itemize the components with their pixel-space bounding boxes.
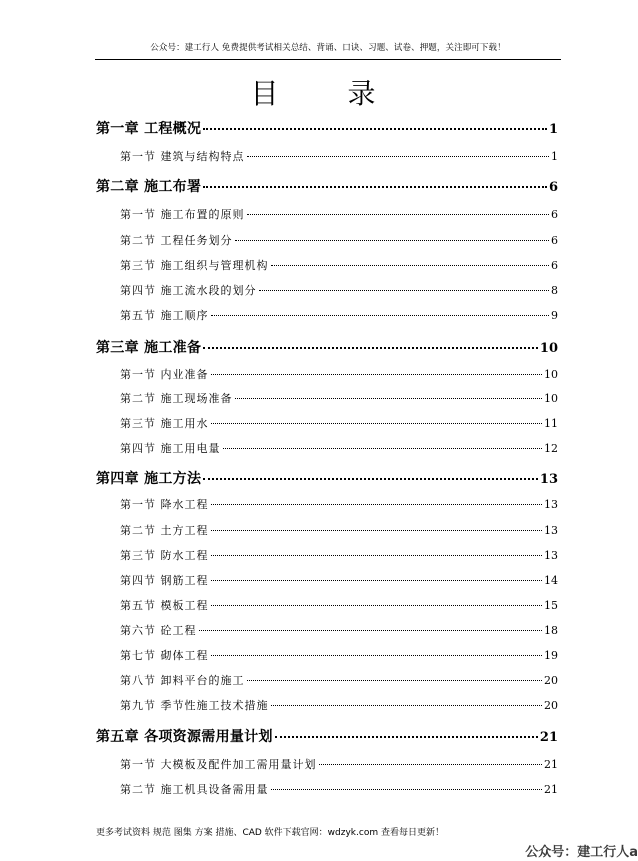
toc-entry-label: 第三章 施工准备	[96, 340, 202, 356]
toc-section-entry[interactable]	[120, 572, 558, 588]
toc-entry-label: 第五节 模板工程	[120, 599, 209, 612]
toc-chapter-entry[interactable]	[96, 337, 558, 357]
toc-section-entry[interactable]	[120, 697, 558, 713]
toc-entry-label: 第九节 季节性施工技术措施	[120, 699, 269, 712]
toc-chapter-entry[interactable]	[96, 118, 558, 138]
dot-leader	[203, 478, 538, 480]
toc-page-number: 6	[551, 208, 558, 221]
toc-section-entry[interactable]	[120, 647, 558, 663]
toc-page-number: 9	[551, 309, 558, 322]
toc-page-number: 13	[544, 498, 558, 511]
dot-leader	[271, 705, 543, 706]
toc-page-number: 6	[548, 180, 558, 195]
toc-entry-label: 第一节 建筑与结构特点	[120, 150, 245, 163]
toc-page-number: 11	[544, 417, 558, 430]
toc-page-number: 20	[544, 674, 558, 687]
dot-leader	[211, 374, 543, 375]
toc-entry-label: 第二节 工程任务划分	[120, 234, 233, 247]
toc-section-entry[interactable]	[120, 206, 558, 222]
toc-section-entry[interactable]	[120, 756, 558, 772]
dot-leader	[211, 315, 550, 316]
toc-entry-label: 第五节 施工顺序	[120, 309, 209, 322]
dot-leader	[211, 423, 543, 424]
toc-section-entry[interactable]	[120, 597, 558, 613]
toc-section-entry[interactable]	[120, 440, 558, 456]
toc-chapter-entry[interactable]	[96, 726, 558, 746]
toc-page-number: 10	[544, 368, 558, 381]
toc-entry-label: 第三节 施工组织与管理机构	[120, 259, 269, 272]
toc-section-entry[interactable]	[120, 672, 558, 688]
toc-page-number: 19	[544, 649, 558, 662]
toc-entry-label: 第一节 大模板及配件加工需用量计划	[120, 758, 317, 771]
dot-leader	[271, 265, 550, 266]
dot-leader	[259, 290, 550, 291]
dot-leader	[211, 580, 543, 581]
dot-leader	[211, 504, 543, 505]
toc-chapter-entry[interactable]	[96, 176, 558, 196]
toc-page-number: 13	[539, 472, 558, 487]
toc-section-entry[interactable]	[120, 366, 558, 382]
toc-page-number: 14	[544, 574, 558, 587]
toc-page-number: 10	[539, 341, 558, 356]
page-header-text: 公众号：建工行人 免费提供考试相关总结、背诵、口诀、习题、试卷、押题，关注即可下载！	[150, 43, 506, 53]
toc-section-entry[interactable]	[120, 522, 558, 538]
toc-page-number: 21	[539, 730, 558, 745]
toc-entry-label: 第二节 施工现场准备	[120, 392, 233, 405]
toc-page-number: 10	[544, 392, 558, 405]
toc-page-number: 15	[544, 599, 558, 612]
dot-leader	[203, 186, 547, 188]
dot-leader	[211, 555, 543, 556]
page-title: 目 录	[250, 77, 406, 110]
watermark-text: 公众号：建工行人a	[525, 845, 638, 860]
dot-leader	[235, 398, 543, 399]
toc-entry-label: 第七节 砌体工程	[120, 649, 209, 662]
toc-section-entry[interactable]	[120, 307, 558, 323]
toc-section-entry[interactable]	[120, 415, 558, 431]
toc-entry-label: 第四节 施工流水段的划分	[120, 284, 257, 297]
dot-leader	[247, 680, 543, 681]
toc-entry-label: 第八节 卸料平台的施工	[120, 674, 245, 687]
dot-leader	[211, 655, 543, 656]
toc-entry-label: 第一节 降水工程	[120, 498, 209, 511]
toc-page-number: 8	[551, 284, 558, 297]
toc-page-number: 13	[544, 524, 558, 537]
toc-page-number: 12	[544, 442, 558, 455]
toc-page-number: 18	[544, 624, 558, 637]
toc-page-number: 21	[544, 783, 558, 796]
toc-entry-label: 第一节 内业准备	[120, 368, 209, 381]
dot-leader	[203, 347, 538, 349]
dot-leader	[247, 156, 550, 157]
toc-entry-label: 第四章 施工方法	[96, 471, 202, 487]
toc-section-entry[interactable]	[120, 257, 558, 273]
toc-section-entry[interactable]	[120, 390, 558, 406]
dot-leader	[319, 764, 543, 765]
toc-entry-label: 第一章 工程概况	[96, 121, 202, 137]
toc-page-number: 6	[551, 259, 558, 272]
page-footer-text: 更多考试资料 规范 图集 方案 措施、CAD 软件下载官网：wdzyk.com 查看每日更新！	[96, 828, 444, 838]
toc-section-entry[interactable]	[120, 622, 558, 638]
toc-entry-label: 第一节 施工布置的原则	[120, 208, 245, 221]
toc-entry-label: 第四节 钢筋工程	[120, 574, 209, 587]
toc-section-entry[interactable]	[120, 148, 558, 164]
toc-section-entry[interactable]	[120, 496, 558, 512]
toc-entry-label: 第三节 施工用水	[120, 417, 209, 430]
toc-entry-label: 第五章 各项资源需用量计划	[96, 729, 273, 745]
toc-section-entry[interactable]	[120, 232, 558, 248]
toc-entry-label: 第二节 土方工程	[120, 524, 209, 537]
toc-page-number: 13	[544, 549, 558, 562]
toc-entry-label: 第三节 防水工程	[120, 549, 209, 562]
toc-page-number: 6	[551, 234, 558, 247]
toc-page-number: 21	[544, 758, 558, 771]
dot-leader	[271, 789, 543, 790]
dot-leader	[223, 448, 543, 449]
dot-leader	[211, 605, 543, 606]
dot-leader	[211, 530, 543, 531]
dot-leader	[235, 240, 550, 241]
toc-entry-label: 第二节 施工机具设备需用量	[120, 783, 269, 796]
toc-page-number: 20	[544, 699, 558, 712]
toc-entry-label: 第四节 施工用电量	[120, 442, 221, 455]
toc-page-number: 1	[551, 150, 558, 163]
toc-section-entry[interactable]	[120, 282, 558, 298]
toc-chapter-entry[interactable]	[96, 468, 558, 488]
dot-leader	[199, 630, 543, 631]
dot-leader	[203, 128, 547, 130]
dot-leader	[275, 736, 538, 738]
toc-entry-label: 第二章 施工布署	[96, 179, 202, 195]
toc-page-number: 1	[548, 122, 558, 137]
toc-section-entry[interactable]	[120, 547, 558, 563]
toc-section-entry[interactable]	[120, 781, 558, 797]
toc-entry-label: 第六节 砼工程	[120, 624, 197, 637]
dot-leader	[247, 214, 550, 215]
